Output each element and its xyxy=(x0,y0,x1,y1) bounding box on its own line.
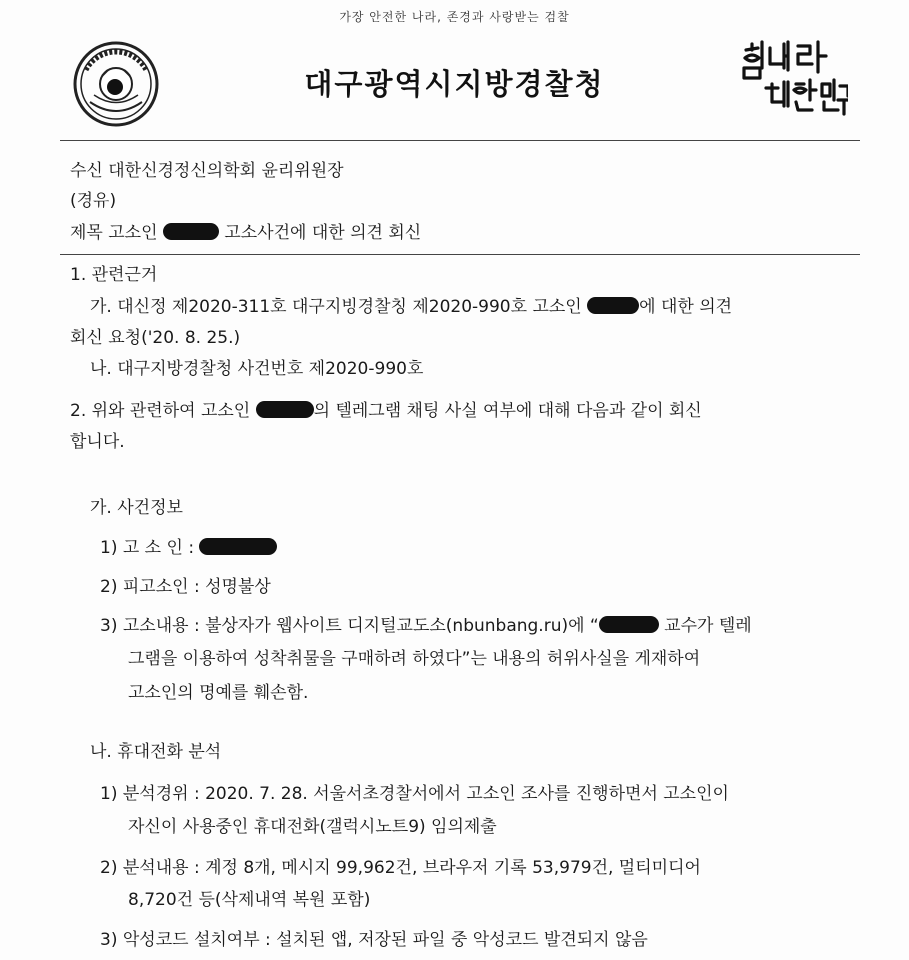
section1-heading: 1. 관련근거 xyxy=(70,265,158,285)
section1-item-ga-line2: 회신 요청('20. 8. 25.) xyxy=(70,328,241,348)
recipient-line: 수신 대한신경정신의학회 윤리위원장 xyxy=(70,161,344,181)
phone-item2-line2: 8,720건 등(삭제내역 복원 포함) xyxy=(128,890,371,910)
complainant-label: 1) 고 소 인 : xyxy=(100,538,195,558)
subject-prefix: 제목 고소인 xyxy=(70,223,158,243)
redaction-mark xyxy=(163,223,219,240)
subject-line xyxy=(70,222,421,244)
accused-line xyxy=(100,576,271,598)
slogan: 가장 안전한 나라, 존경과 사랑받는 검찰 xyxy=(339,10,570,24)
phone-item1-line2: 자신이 사용중인 휴대전화(갤럭시노트9) 임의제출 xyxy=(128,817,497,837)
subject-suffix: 고소사건에 대한 의견 회신 xyxy=(224,223,422,243)
content-line3: 고소인의 명예를 훼손함. xyxy=(128,683,309,703)
content-line2: 그램을 이용하여 성착취물을 구매하려 하였다”는 내용의 허위사실을 게재하여 xyxy=(128,649,701,669)
complainant-line xyxy=(100,537,277,559)
calligraphy-signature xyxy=(738,38,848,118)
header-divider xyxy=(60,140,860,141)
section1-item-na: 나. 대구지방경찰청 사건번호 제2020-990호 xyxy=(90,359,424,379)
phone-item2-line1: 2) 분석내용 : 계정 8개, 메시지 99,962건, 브라우저 기록 53,979건, 멀티미디어 xyxy=(100,858,701,878)
section2-line1 xyxy=(70,400,702,422)
section1-item-ga-text-2: 에 대한 의견 xyxy=(639,297,733,317)
case-info-heading: 가. 사건정보 xyxy=(90,498,183,518)
phone-item3-line1: 3) 악성코드 설치여부 : 설치된 앱, 저장된 파일 중 악성코드 발견되지 않음 xyxy=(100,930,648,950)
org-title: 대구광역시지방경찰청 xyxy=(304,67,605,101)
section2-text-2: 의 텔레그램 채팅 사실 여부에 대해 다음과 같이 회신 xyxy=(313,401,702,421)
redaction-mark xyxy=(599,616,659,633)
content-text-1: 3) 고소내용 : 불상자가 웹사이트 디지털교도소(nbunbang.ru)에 “ xyxy=(100,616,599,636)
accused-label: 2) 피고소인 : xyxy=(100,577,200,597)
redaction-mark xyxy=(587,297,639,314)
section2-text-1: 2. 위와 관련하여 고소인 xyxy=(70,401,251,421)
phone-analysis-heading: 나. 휴대전화 분석 xyxy=(90,742,222,762)
section1-item-ga xyxy=(90,296,732,318)
via-line: (경유) xyxy=(70,191,117,211)
redaction-mark xyxy=(256,401,314,418)
accused-value: 성명불상 xyxy=(205,577,271,597)
phone-item1-line1: 1) 분석경위 : 2020. 7. 28. 서울서초경찰서에서 고소인 조사를 진행하면서 고소인이 xyxy=(100,784,729,804)
subject-divider xyxy=(60,254,860,255)
section1-item-ga-text: 가. 대신정 제2020-311호 대구지빙경찰칭 제2020-990호 고소인 xyxy=(90,297,582,317)
content-line1 xyxy=(100,615,752,637)
section2-line2: 합니다. xyxy=(70,432,125,452)
content-text-2: 교수가 텔레 xyxy=(664,616,752,636)
redaction-mark xyxy=(199,538,277,555)
